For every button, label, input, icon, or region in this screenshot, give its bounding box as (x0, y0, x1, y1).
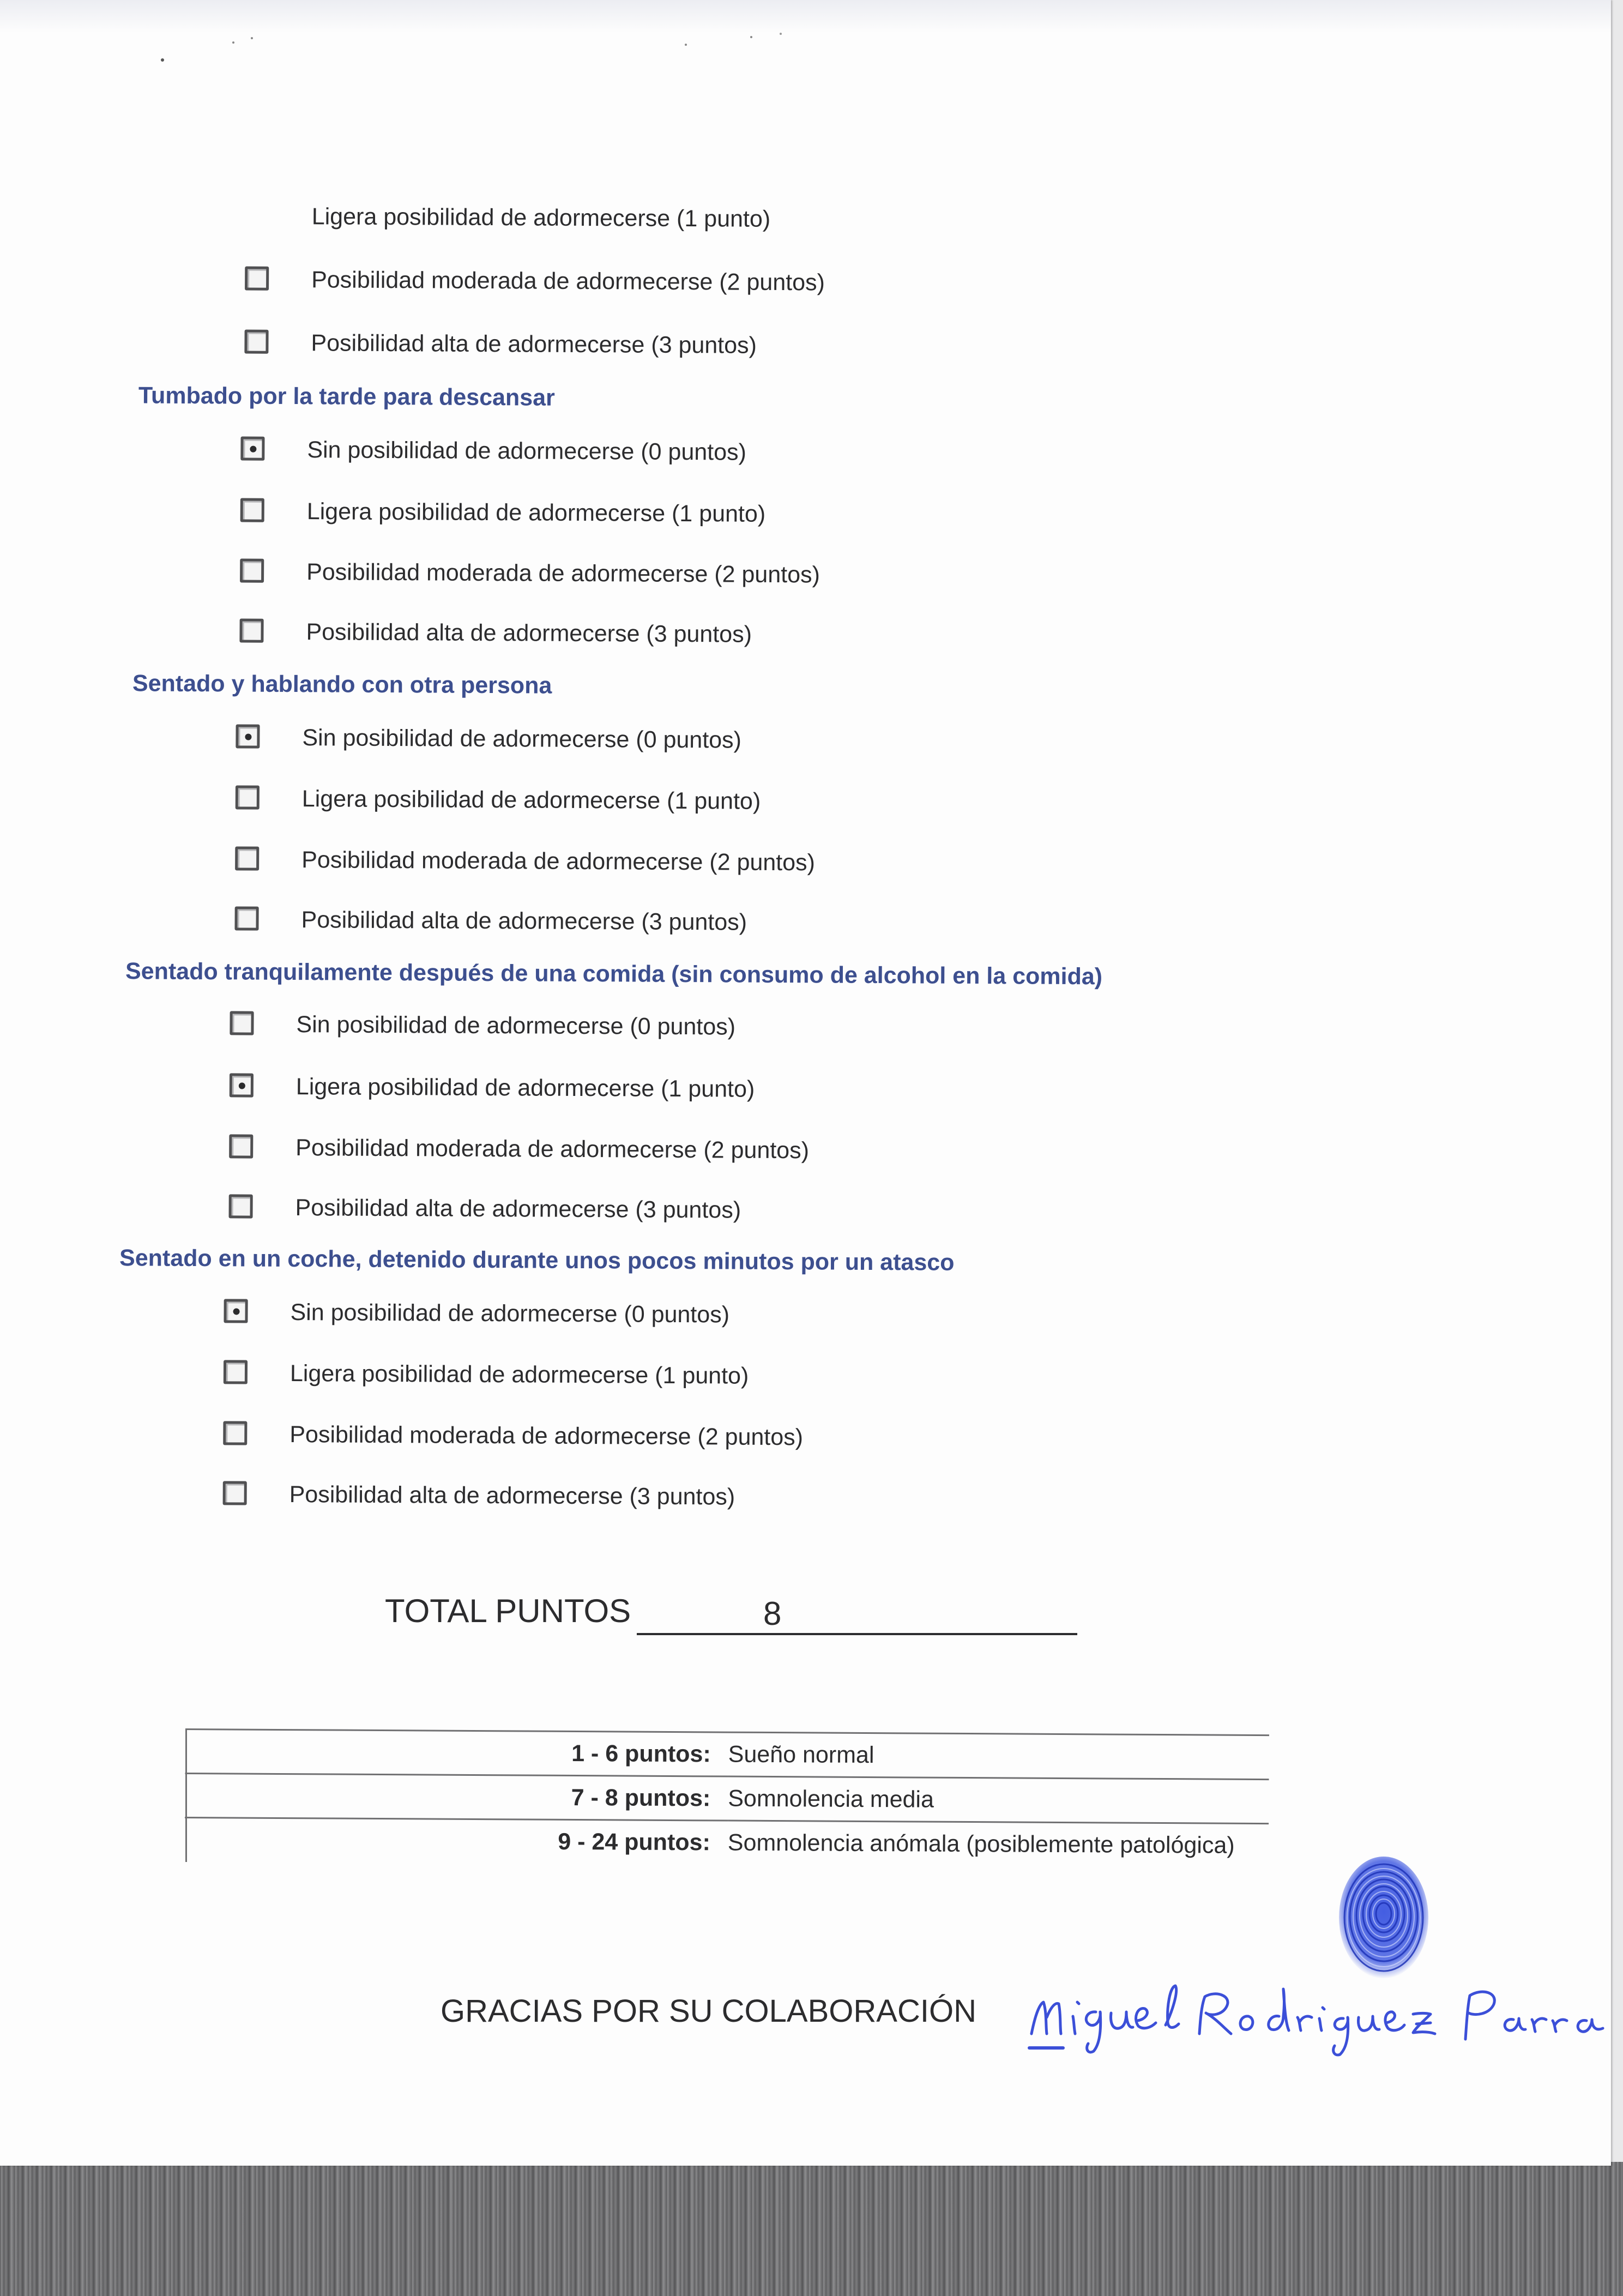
scanner-background (0, 2162, 1623, 2296)
score-description: Somnolencia media (728, 1776, 1269, 1824)
option-label: Posibilidad moderada de adormecerse (2 puntos) (311, 267, 825, 296)
option-label: Sin posibilidad de adormecerse (0 puntos) (296, 1011, 736, 1040)
total-underline (637, 1633, 1077, 1635)
square-checkbox-icon[interactable] (239, 618, 263, 642)
scan-noise (0, 0, 1611, 76)
square-checkbox-icon[interactable] (224, 1360, 248, 1384)
option-label: Posibilidad alta de adormecerse (3 puntos) (289, 1481, 735, 1510)
score-range: 9 - 24 puntos: (185, 1817, 728, 1864)
square-checkbox-icon[interactable] (229, 1194, 253, 1218)
square-checkbox-icon[interactable] (240, 558, 264, 582)
option-label: Ligera posibilidad de adormecerse (1 punto) (301, 786, 761, 815)
option-label: Ligera posibilidad de adormecerse (1 punto) (295, 1074, 755, 1102)
option-label: Ligera posibilidad de adormecerse (1 punto) (306, 498, 766, 527)
square-checkbox-icon[interactable] (245, 267, 269, 291)
square-checkbox-icon[interactable] (224, 1299, 248, 1323)
option-label: Posibilidad moderada de adormecerse (2 puntos) (306, 559, 820, 588)
square-checkbox-icon[interactable] (223, 1481, 247, 1505)
option-label: Sin posibilidad de adormecerse (0 puntos) (302, 725, 742, 754)
table-row (185, 1817, 1269, 1867)
square-checkbox-icon[interactable] (240, 436, 264, 460)
total-value: 8 (763, 1595, 782, 1632)
thanks-message: GRACIAS POR SU COLABORACIÓN (441, 1993, 976, 2029)
question-title: Sentado y hablando con otra persona (132, 670, 552, 699)
option-label: Sin posibilidad de adormecerse (0 puntos) (307, 437, 747, 466)
question-title: Tumbado por la tarde para descansar (138, 382, 555, 411)
table-row (185, 1729, 1269, 1780)
score-interpretation-table (185, 1728, 1269, 1867)
option-label: Posibilidad alta de adormecerse (3 puntos) (295, 1195, 741, 1224)
question-title: Sentado tranquilamente después de una comida (sin consumo de alcohol en la comida) (125, 958, 1103, 990)
signature (1025, 1952, 1614, 2077)
square-checkbox-icon[interactable] (230, 1011, 254, 1035)
score-range: 1 - 6 puntos: (185, 1729, 728, 1777)
total-label: TOTAL PUNTOS (385, 1593, 631, 1629)
square-checkbox-icon[interactable] (230, 1073, 254, 1097)
square-checkbox-icon[interactable] (223, 1421, 247, 1445)
option-label: Posibilidad alta de adormecerse (3 puntos) (306, 619, 752, 648)
option-label: Posibilidad moderada de adormecerse (2 puntos) (289, 1421, 804, 1451)
score-description: Somnolencia anómala (posiblemente patológica) (728, 1821, 1269, 1867)
option-label: Posibilidad moderada de adormecerse (2 puntos) (295, 1135, 810, 1164)
page-edge (1611, 0, 1623, 2162)
square-checkbox-icon[interactable] (240, 498, 264, 522)
square-checkbox-icon[interactable] (244, 330, 268, 354)
square-checkbox-icon[interactable] (236, 785, 260, 809)
question-title: Sentado en un coche, detenido durante unos pocos minutos por un atasco (119, 1245, 955, 1276)
option-label: Posibilidad alta de adormecerse (3 puntos) (301, 907, 747, 936)
score-description: Sueño normal (728, 1732, 1269, 1780)
square-checkbox-icon[interactable] (234, 906, 258, 930)
option-label: Ligera posibilidad de adormecerse (1 punto) (311, 203, 771, 232)
option-label: Ligera posibilidad de adormecerse (1 punto) (289, 1360, 749, 1389)
score-range: 7 - 8 puntos: (185, 1773, 728, 1821)
option-label: Posibilidad moderada de adormecerse (2 puntos) (301, 847, 816, 876)
table-row (185, 1773, 1269, 1823)
square-checkbox-icon[interactable] (229, 1134, 253, 1158)
square-checkbox-icon[interactable] (236, 724, 260, 748)
option-label: Sin posibilidad de adormecerse (0 puntos) (290, 1299, 730, 1328)
option-label: Posibilidad alta de adormecerse (3 puntos) (311, 330, 757, 359)
square-checkbox-icon[interactable] (235, 846, 259, 870)
